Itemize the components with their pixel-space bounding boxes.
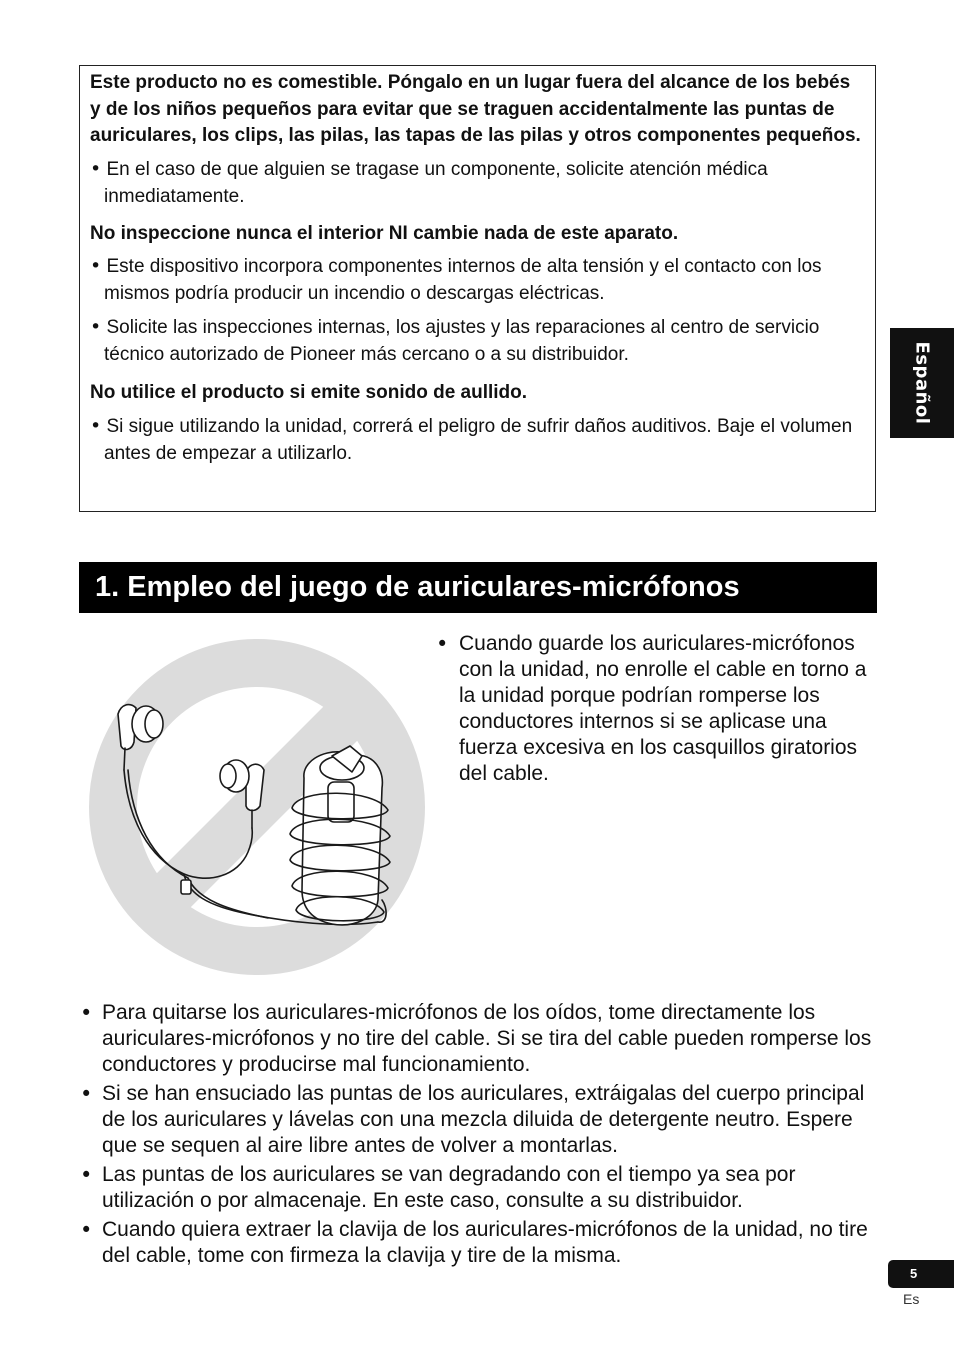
language-code: Es xyxy=(903,1291,920,1307)
list-item: • Las puntas de los auriculares se van degradando con el tiempo ya sea por utilización o por almacenaje. En este caso, consulte a su distribuidor. xyxy=(80,1163,796,1212)
list-item: • Si se han ensuciado las puntas de los auriculares, extráigalas del cuerpo principal de los auriculares y lávelas con una mezcla diluida de detergente neutro. Espere que se sequen al aire libre antes de volver a montarlas. xyxy=(80,1082,865,1157)
warning-bullet-hearing: • Si sigue utilizando la unidad, correrá el peligro de sufrir daños auditivos. Baje el volumen antes de empezar a utilizarlo. xyxy=(90,414,853,464)
list-item: • Para quitarse los auriculares-micrófonos de los oídos, tome directamente los auriculares-micrófonos y no tire del cable. Si se tira del cable pueden romperse los conductores y producirse mal funcionamiento. xyxy=(80,1001,872,1076)
care-bullet-list xyxy=(79,1000,879,1272)
earphone-storage-illustration xyxy=(88,638,426,976)
bullet-marker: • xyxy=(436,632,449,656)
language-side-tab xyxy=(890,328,954,438)
page-number: 5 xyxy=(888,1260,954,1288)
warning-lead-no-inspect: No inspeccione nunca el interior NI cambie nada de este aparato. xyxy=(90,222,679,244)
warning-lead-not-edible: Este producto no es comestible. Póngalo en un lugar fuera del alcance de los bebés y de los niños pequeños para evitar que se traguen accidentalmente las puntas de auriculares, los clips, las pilas, las tapas de las pilas y otros componentes pequeños. xyxy=(90,72,861,146)
section-title: 1. Empleo del juego de auriculares-micrófonos xyxy=(79,562,877,613)
storage-note xyxy=(436,631,876,787)
list-item: • Cuando quiera extraer la clavija de los auriculares-micrófonos de la unidad, no tire del cable, tome con firmeza la clavija y tire de la misma. xyxy=(80,1218,868,1267)
warning-lead-howling: No utilice el producto si emite sonido de aullido. xyxy=(90,382,528,403)
warning-bullet-swallowed: • En el caso de que alguien se tragase un componente, solicite atención médica inmediatamente. xyxy=(90,157,768,207)
warning-bullet-service: • Solicite las inspecciones internas, los ajustes y las reparaciones al centro de servicio técnico autorizado de Pioneer más cercano o a su distribuidor. xyxy=(90,316,820,365)
warning-bullet-high-voltage: • Este dispositivo incorpora componentes internos de alta tensión y el contacto con los mismos podría producir un incendio o descargas eléctricas. xyxy=(90,255,822,304)
language-side-tab-label: Español xyxy=(911,341,933,425)
storage-note-text: Cuando guarde los auriculares-micrófonos con la unidad, no enrolle el cable en torno a la unidad porque podrían romperse los conductores internos si se aplicase una fuerza excesiva en los casquillos giratorios del cable. xyxy=(459,632,867,785)
prohibited-icon xyxy=(88,638,426,976)
safety-warning-box xyxy=(79,65,876,512)
